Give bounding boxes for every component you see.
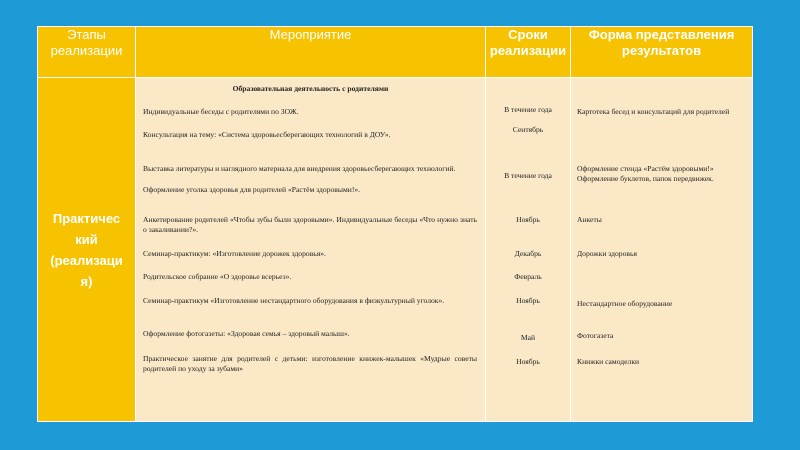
result-item: Нестандартное оборудование — [577, 299, 673, 308]
header-results — [571, 27, 753, 78]
header-stages-line1: Этапы — [67, 27, 106, 42]
event-item: Оформление фотогазеты: «Здоровая семья – здоровый малыш». — [143, 329, 350, 338]
header-row — [38, 27, 753, 78]
date-item: Май — [520, 333, 536, 342]
result-item: Картотека бесед и консультаций для родителей — [577, 107, 730, 116]
stage-line: я) — [80, 273, 93, 289]
event-item: Оформление уголка здоровья для родителей «Растём здоровыми!». — [143, 185, 361, 194]
event-item: Индивидуальные беседы с родителями по ЗОЖ. — [143, 107, 299, 116]
dates-cell — [486, 78, 571, 422]
header-stages-line2: реализации — [50, 43, 123, 58]
result-item: Книжки самоделки — [577, 357, 640, 366]
results-cell — [571, 78, 753, 422]
date-item: Ноябрь — [516, 215, 540, 224]
stage-line: Практичес — [52, 210, 121, 226]
date-item: Ноябрь — [516, 296, 540, 305]
header-stages — [38, 27, 136, 78]
result-item: Фотогазета — [577, 331, 614, 340]
stage-line: кий — [75, 231, 98, 247]
result-item: Анкеты — [577, 215, 602, 224]
date-item: Сентябрь — [512, 125, 544, 134]
plan-table — [37, 26, 753, 422]
event-item: Родительское собрание «О здоровье всерьез». — [143, 272, 292, 281]
header-dates-line2: реализации — [489, 43, 567, 58]
date-item: Февраль — [514, 272, 542, 281]
result-item: Дорожки здоровья — [577, 249, 637, 258]
result-item: Оформление стенда «Растём здоровыми!» Оформление буклетов, папок передвижек. — [577, 164, 714, 183]
header-dates — [486, 27, 571, 78]
date-item: Декабрь — [514, 249, 542, 258]
event-item: Практическое занятие для родителей с детьми: изготовление книжек-малышек «Мудрые советы родителей по уходу за зубами» — [143, 354, 477, 373]
events-cell — [136, 78, 486, 422]
date-item: Ноябрь — [516, 357, 540, 366]
event-item: Выставка литературы и наглядного материала для внедрения здоровьесберегающих технологий. — [143, 164, 456, 173]
event-item: Консультация на тему: «Система здоровьесберегающих технологий в ДОУ». — [143, 130, 391, 139]
header-dates-line1: Сроки — [508, 27, 548, 42]
date-item: В течение года — [504, 171, 552, 180]
body-row — [38, 78, 753, 422]
event-item: Анкетирование родителей «Чтобы зубы были здоровыми». Индивидуальные беседы «Что нужно знать о закаливании?». — [143, 215, 477, 234]
header-results-line1: Форма представления — [588, 27, 735, 42]
events-title: Образовательная деятельность с родителями — [232, 84, 389, 93]
event-item: Семинар-практикум: «Изготовление дорожек здоровья». — [143, 249, 326, 258]
header-results-line2: результатов — [621, 43, 702, 58]
stage-line: (реализаци — [50, 252, 123, 268]
event-item: Семинар-практикум «Изготовление нестандартного оборудования в физкультурный уголок». — [143, 296, 445, 305]
stage-cell — [38, 78, 136, 422]
header-event-label: Мероприятие — [269, 27, 352, 42]
date-item: В течение года — [504, 105, 552, 114]
header-event — [136, 27, 486, 78]
